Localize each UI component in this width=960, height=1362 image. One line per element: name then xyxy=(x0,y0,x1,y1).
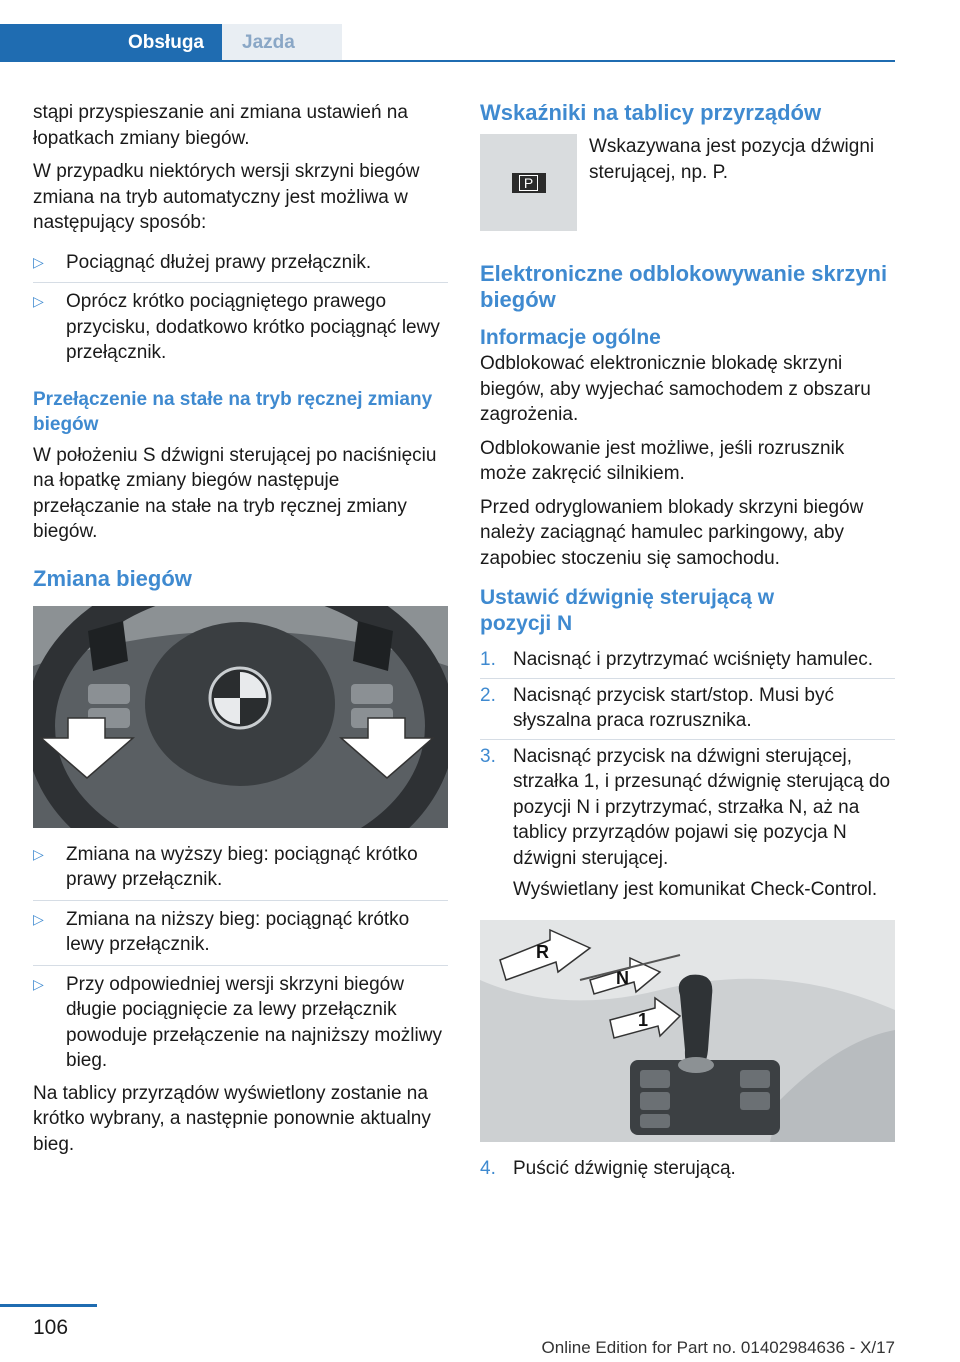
tab-obsluga[interactable]: Obsługa xyxy=(0,24,222,62)
footer-rule xyxy=(0,1304,97,1307)
bullet-list xyxy=(33,244,448,373)
tab-underline xyxy=(222,60,895,62)
paragraph: Odblokować elektronicznie blokadę skrzyni biegów, aby wyjechać samochodem z obszaru zagrożenia. xyxy=(480,353,871,425)
edition-note: Online Edition for Part no. 01402984636 - X/17 xyxy=(541,1338,895,1357)
subheading-set-n: Ustawić dźwignię sterującą w pozycji N xyxy=(480,586,775,635)
paragraph: W położeniu S dźwigni sterującej po naciśnięciu na łopatkę zmiany biegów następuje przełączanie na stałe na tryb ręcznej zmiany biegów. xyxy=(33,444,437,542)
steering-wheel-image xyxy=(33,606,448,828)
list-item: ▷ Oprócz krótko pociągniętego prawego przycisku, dodatkowo krótko pociągnąć lewy przełącznik. xyxy=(33,282,448,373)
step-note: Wyświetlany jest komunikat Check-Control. xyxy=(513,879,878,900)
gear-p-symbol: P xyxy=(519,175,538,191)
subheading-manual-mode: Przełączenie na stałe na tryb ręcznej zmiany biegów xyxy=(33,388,433,435)
paragraph: Na tablicy przyrządów wyświetlony zostanie na krótko wybrany, a następnie ponownie aktualny bieg. xyxy=(33,1082,431,1155)
subheading-general: Informacje ogólne xyxy=(480,326,661,349)
paragraph: W przypadku niektórych wersji skrzyni biegów zmiana na tryb automatyczny jest możliwa w następujący sposób: xyxy=(33,161,420,233)
section-tabs xyxy=(0,24,895,62)
triangle-icon: ▷ xyxy=(33,910,44,927)
indicator-block xyxy=(480,134,895,231)
list-item: 3. Nacisnąć przycisk na dźwigni sterującej, strzałka 1, i przesunąć dźwignię sterującą do pozycji N i przytrzymać, strzałka N, aż na tablicy przyrządów pojawi się pozycja N dźwigni sterującej. Wyświetlany jest komunikat Check-Control. xyxy=(480,739,895,908)
indicator-text: Wskazywana jest pozycja dźwigni sterującej, np. P. xyxy=(589,136,875,183)
triangle-icon: ▷ xyxy=(33,845,44,862)
left-column xyxy=(33,100,448,1165)
list-item: ▷ Zmiana na niższy bieg: pociągnąć krótko lewy przełącznik. xyxy=(33,900,448,965)
tab-jazda[interactable]: Jazda xyxy=(222,24,342,62)
paragraph: stąpi przyspieszanie ani zmiana ustawień na łopatkach zmiany biegów. xyxy=(33,102,408,149)
right-column xyxy=(480,100,895,1186)
paragraph: Odblokowanie jest możliwe, jeśli rozrusznik może zakręcić silnikiem. xyxy=(480,437,845,484)
lever-label-n: N xyxy=(616,967,629,988)
lever-label-1: 1 xyxy=(638,1009,649,1030)
list-item: ▷ Pociągnąć dłużej prawy przełącznik. xyxy=(33,244,448,283)
triangle-icon: ▷ xyxy=(33,253,44,270)
gear-lever-image xyxy=(480,920,895,1142)
heading-electronic-unlock: Elektroniczne odblokowywanie skrzyni biegów xyxy=(480,261,888,312)
triangle-icon: ▷ xyxy=(33,975,44,992)
bullet-list xyxy=(33,836,448,1081)
paragraph: Przed odryglowaniem blokady skrzyni biegów należy zaciągnąć hamulec parkingowy, aby zapobiec stoczeniu się samochodu. xyxy=(480,496,864,569)
gear-p-display xyxy=(512,173,546,193)
list-item: ▷ Zmiana na wyższy bieg: pociągnąć krótko prawy przełącznik. xyxy=(33,843,418,890)
lever-label-r: R xyxy=(536,941,549,962)
list-item: 2. Nacisnąć przycisk start/stop. Musi być słyszalna praca rozrusznika. xyxy=(480,678,895,739)
list-item: 4. Puścić dźwignię sterującą. xyxy=(480,1157,736,1179)
triangle-icon: ▷ xyxy=(33,293,44,309)
list-item: 1. Nacisnąć i przytrzymać wciśnięty hamulec. xyxy=(480,649,874,670)
page-number: 106 xyxy=(33,1316,69,1339)
step-list-final xyxy=(480,1152,895,1187)
heading-indicators: Wskaźniki na tablicy przyrządów xyxy=(480,100,822,125)
step-list xyxy=(480,643,895,908)
list-item: ▷ Przy odpowiedniej wersji skrzyni biegów długie pociągnięcie za lewy przełącznik powoduje przełączenie na najniższy możliwy bieg. xyxy=(33,965,448,1081)
indicator-image xyxy=(480,134,577,231)
heading-gear-change: Zmiana biegów xyxy=(33,565,192,591)
